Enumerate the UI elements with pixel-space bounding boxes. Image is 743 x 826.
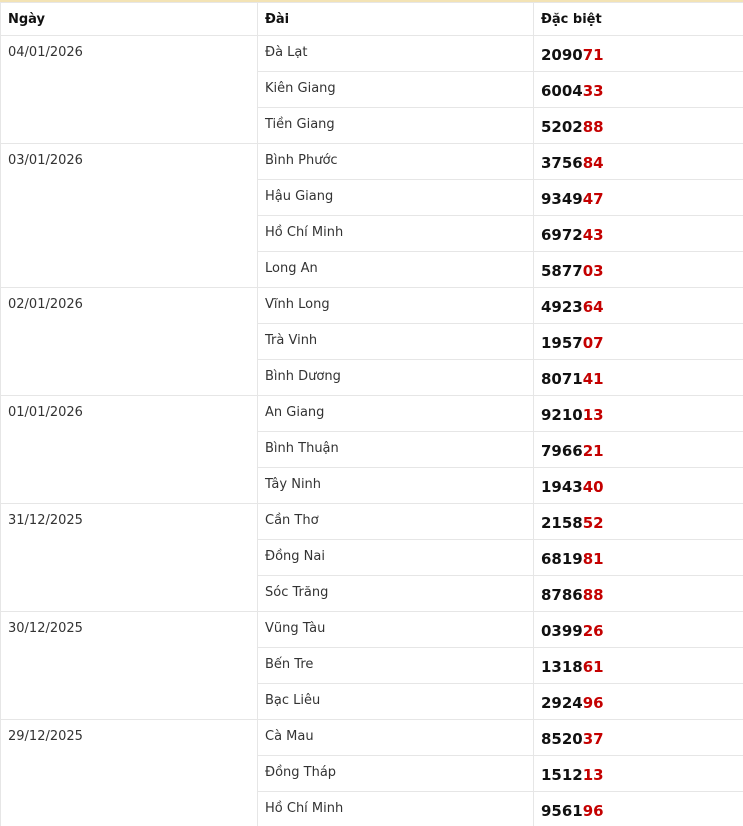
prize-last-two-digits: 71 [582, 46, 604, 64]
special-prize-number [534, 360, 743, 396]
special-prize-number [534, 324, 743, 360]
table-row [1, 396, 743, 432]
province-name: Hậu Giang [258, 180, 534, 216]
province-name: Kiên Giang [258, 72, 534, 108]
prize-prefix-digits: 1512 [541, 766, 583, 784]
draw-date: 31/12/2025 [1, 504, 258, 612]
special-prize-number [534, 468, 743, 504]
prize-last-two-digits: 21 [582, 442, 604, 460]
prize-last-two-digits: 64 [582, 298, 604, 316]
special-prize-number [534, 180, 743, 216]
prize-prefix-digits: 9349 [541, 190, 583, 208]
special-prize-number [534, 756, 743, 792]
province-name: Hồ Chí Minh [258, 792, 534, 826]
province-name: Đà Lạt [258, 36, 534, 72]
prize-last-two-digits: 84 [582, 154, 604, 172]
prize-last-two-digits: 26 [582, 622, 604, 640]
special-prize-number [534, 72, 743, 108]
prize-prefix-digits: 8071 [541, 370, 583, 388]
province-name: Tiền Giang [258, 108, 534, 144]
header-special-prize: Đặc biệt [534, 3, 743, 36]
prize-last-two-digits: 13 [582, 406, 604, 424]
special-prize-number [534, 252, 743, 288]
province-name: Bình Phước [258, 144, 534, 180]
special-prize-number [534, 792, 743, 826]
prize-prefix-digits: 6972 [541, 226, 583, 244]
prize-last-two-digits: 47 [582, 190, 604, 208]
province-name: Vũng Tàu [258, 612, 534, 648]
table-row [1, 720, 743, 756]
province-name: Đồng Nai [258, 540, 534, 576]
prize-prefix-digits: 2090 [541, 46, 583, 64]
prize-prefix-digits: 1957 [541, 334, 583, 352]
province-name: Trà Vinh [258, 324, 534, 360]
special-prize-number [534, 576, 743, 612]
prize-prefix-digits: 9561 [541, 802, 583, 820]
prize-prefix-digits: 5202 [541, 118, 583, 136]
draw-date: 30/12/2025 [1, 612, 258, 720]
prize-prefix-digits: 7966 [541, 442, 583, 460]
prize-prefix-digits: 1943 [541, 478, 583, 496]
table-row [1, 144, 743, 180]
province-name: Cần Thơ [258, 504, 534, 540]
header-date: Ngày [1, 3, 258, 36]
draw-date: 04/01/2026 [1, 36, 258, 144]
special-prize-number [534, 612, 743, 648]
prize-prefix-digits: 1318 [541, 658, 583, 676]
prize-prefix-digits: 0399 [541, 622, 583, 640]
prize-last-two-digits: 96 [582, 802, 604, 820]
special-prize-number [534, 144, 743, 180]
draw-date: 02/01/2026 [1, 288, 258, 396]
table-header-row [1, 3, 743, 36]
special-prize-number [534, 648, 743, 684]
table-row [1, 36, 743, 72]
special-prize-number [534, 684, 743, 720]
prize-last-two-digits: 88 [582, 118, 604, 136]
special-prize-number [534, 504, 743, 540]
special-prize-number [534, 720, 743, 756]
special-prize-number [534, 540, 743, 576]
province-name: An Giang [258, 396, 534, 432]
table-row [1, 612, 743, 648]
prize-last-two-digits: 43 [582, 226, 604, 244]
table-row [1, 288, 743, 324]
prize-prefix-digits: 8520 [541, 730, 583, 748]
prize-prefix-digits: 6819 [541, 550, 583, 568]
prize-last-two-digits: 61 [582, 658, 604, 676]
province-name: Vĩnh Long [258, 288, 534, 324]
province-name: Bình Thuận [258, 432, 534, 468]
prize-last-two-digits: 96 [582, 694, 604, 712]
draw-date: 29/12/2025 [1, 720, 258, 826]
province-name: Bến Tre [258, 648, 534, 684]
prize-last-two-digits: 03 [582, 262, 604, 280]
header-province: Đài [258, 3, 534, 36]
special-prize-number [534, 36, 743, 72]
prize-last-two-digits: 33 [582, 82, 604, 100]
table-row [1, 504, 743, 540]
prize-last-two-digits: 40 [582, 478, 604, 496]
special-prize-number [534, 216, 743, 252]
prize-prefix-digits: 6004 [541, 82, 583, 100]
prize-last-two-digits: 13 [582, 766, 604, 784]
prize-prefix-digits: 8786 [541, 586, 583, 604]
province-name: Bạc Liêu [258, 684, 534, 720]
prize-prefix-digits: 9210 [541, 406, 583, 424]
province-name: Long An [258, 252, 534, 288]
prize-prefix-digits: 3756 [541, 154, 583, 172]
special-prize-number [534, 396, 743, 432]
special-prize-number [534, 288, 743, 324]
prize-last-two-digits: 52 [582, 514, 604, 532]
prize-prefix-digits: 4923 [541, 298, 583, 316]
prize-prefix-digits: 2158 [541, 514, 583, 532]
province-name: Cà Mau [258, 720, 534, 756]
draw-date: 01/01/2026 [1, 396, 258, 504]
province-name: Tây Ninh [258, 468, 534, 504]
province-name: Bình Dương [258, 360, 534, 396]
prize-last-two-digits: 37 [582, 730, 604, 748]
province-name: Đồng Tháp [258, 756, 534, 792]
prize-prefix-digits: 2924 [541, 694, 583, 712]
prize-last-two-digits: 41 [582, 370, 604, 388]
province-name: Hồ Chí Minh [258, 216, 534, 252]
table-body [1, 36, 743, 826]
special-prize-number [534, 108, 743, 144]
prize-last-two-digits: 07 [582, 334, 604, 352]
lottery-results-table [0, 2, 743, 826]
prize-last-two-digits: 88 [582, 586, 604, 604]
prize-prefix-digits: 5877 [541, 262, 583, 280]
province-name: Sóc Trăng [258, 576, 534, 612]
draw-date: 03/01/2026 [1, 144, 258, 288]
prize-last-two-digits: 81 [582, 550, 604, 568]
special-prize-number [534, 432, 743, 468]
